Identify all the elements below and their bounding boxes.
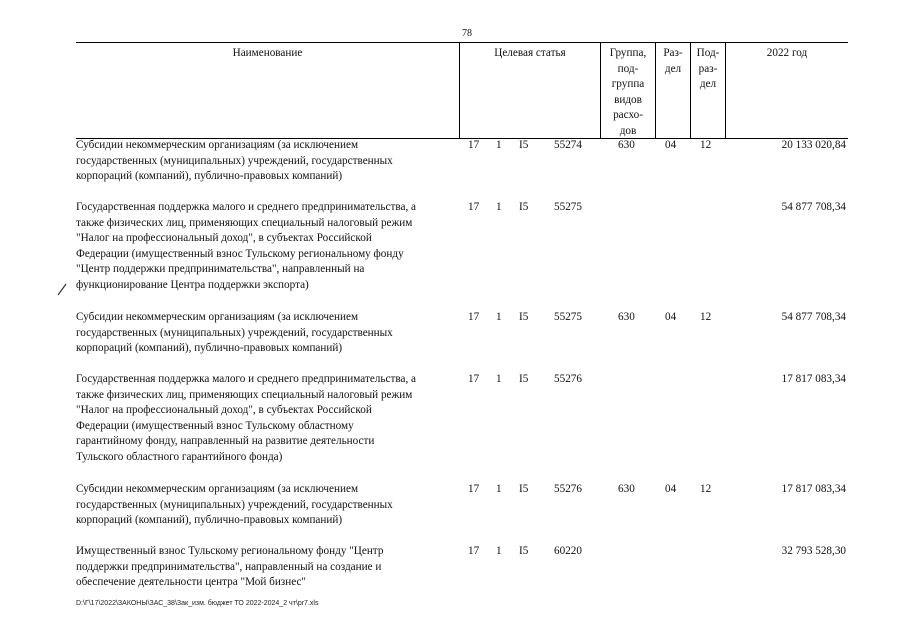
table-header: [76, 42, 848, 139]
target-code-3: I5: [519, 201, 529, 213]
row-name: Имущественный взнос Тульскому региональному фонду "Центр поддержки предпринимательства", направленный на создание и обеспечение деятельности центра "Мой бизнес": [76, 545, 384, 588]
header-name: Наименование: [76, 43, 460, 138]
amount: 54 877 708,34: [781, 311, 846, 323]
target-code-4: 55274: [554, 139, 582, 151]
subsection-code: 12: [700, 311, 712, 323]
target-code-2: 1: [496, 483, 502, 495]
target-code-2: 1: [496, 311, 502, 323]
target-code-2: 1: [496, 545, 502, 557]
target-code-4: 55276: [554, 373, 582, 385]
group-code: 630: [618, 139, 635, 151]
target-code-3: I5: [519, 139, 529, 151]
amount: 54 877 708,34: [781, 201, 846, 213]
section-code: 04: [665, 483, 677, 495]
file-path-footer: D:\Г\17\2022\ЗАКОНЫ\ЗАС_38\Зак_изм. бюджет ТО 2022-2024_2 чт\pr7.xls: [76, 600, 319, 607]
header-section: Раз- дел: [656, 43, 691, 138]
target-code-3: I5: [519, 311, 529, 323]
target-code-4: 60220: [554, 545, 582, 557]
target-code-1: 17: [468, 545, 480, 557]
target-code-4: 55275: [554, 311, 582, 323]
target-code-2: 1: [496, 139, 502, 151]
header-subsection: Под- раз- дел: [691, 43, 726, 138]
target-code-1: 17: [468, 483, 480, 495]
pen-mark-icon: [56, 283, 68, 297]
page-number: 78: [462, 28, 472, 39]
section-code: 04: [665, 311, 677, 323]
target-code-3: I5: [519, 373, 529, 385]
target-code-1: 17: [468, 311, 480, 323]
subsection-code: 12: [700, 483, 712, 495]
group-code: 630: [618, 483, 635, 495]
target-code-1: 17: [468, 139, 480, 151]
target-code-4: 55276: [554, 483, 582, 495]
amount: 20 133 020,84: [781, 139, 846, 151]
subsection-code: 12: [700, 139, 712, 151]
target-code-2: 1: [496, 373, 502, 385]
target-code-4: 55275: [554, 201, 582, 213]
header-year: 2022 год: [766, 47, 808, 59]
group-code: 630: [618, 311, 635, 323]
amount: 32 793 528,30: [781, 545, 846, 557]
row-name: Государственная поддержка малого и среднего предпринимательства, а также физических лиц, применяющих специальный налоговый режим "Налог на профессиональный доход", в субъектах Российской Федерации (имущественный взнос Тульскому областному гарантийному фонду, направленный на развитие деятельности Тульского областного гарантийного фонда): [76, 373, 417, 463]
section-code: 04: [665, 139, 677, 151]
target-code-1: 17: [468, 373, 480, 385]
header-group: Группа, под- группа видов расхо- дов: [600, 43, 656, 138]
target-code-1: 17: [468, 201, 480, 213]
row-name: Субсидии некоммерческим организациям (за исключением государственных (муниципальных) учреждений, государственных корпораций (компаний), публично-правовых компаний): [76, 311, 393, 354]
amount: 17 817 083,34: [781, 483, 846, 495]
row-name: Государственная поддержка малого и среднего предпринимательства, а также физических лиц, применяющих специальный налоговый режим "Налог на профессиональный доход", в субъектах Российской Федерации (имущественный взнос Тульскому региональному фонду "Центр поддержки предпринимательства", направленный на функционирование Центра поддержки экспорта): [76, 201, 417, 291]
row-name: Субсидии некоммерческим организациям (за исключением государственных (муниципальных) учреждений, государственных корпораций (компаний), публично-правовых компаний): [76, 483, 393, 526]
target-code-2: 1: [496, 201, 502, 213]
row-name: Субсидии некоммерческим организациям (за исключением государственных (муниципальных) учреждений, государственных корпораций (компаний), публично-правовых компаний): [76, 139, 393, 182]
target-code-3: I5: [519, 545, 529, 557]
header-target: Целевая статья: [494, 47, 566, 59]
amount: 17 817 083,34: [781, 373, 846, 385]
budget-table: [76, 42, 848, 588]
target-code-3: I5: [519, 483, 529, 495]
